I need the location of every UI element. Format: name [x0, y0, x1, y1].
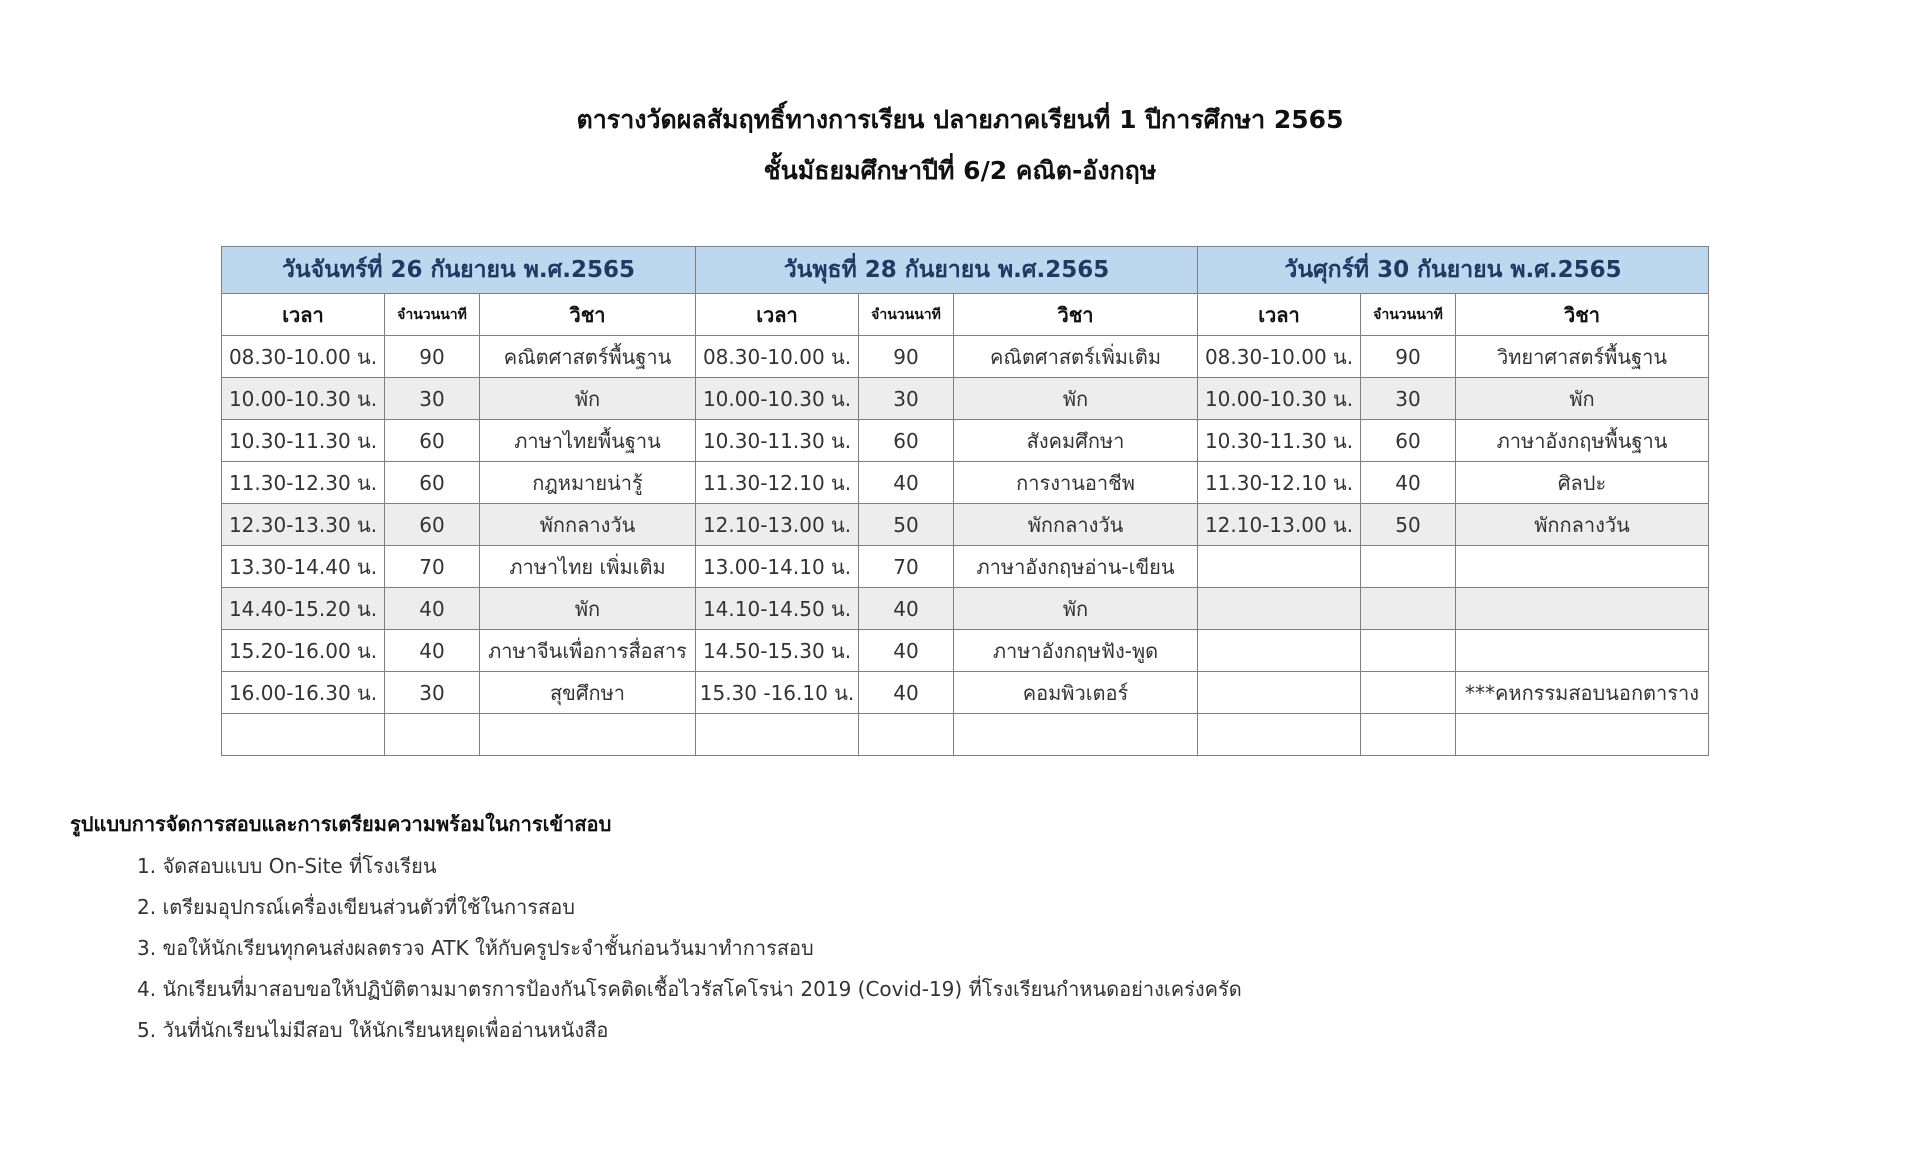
minutes-cell: 70 — [859, 546, 954, 588]
minutes-cell: 50 — [859, 504, 954, 546]
minutes-cell — [1361, 588, 1456, 630]
table-row — [222, 336, 1709, 378]
subject-cell: ภาษาไทย เพิ่มเติม — [480, 546, 696, 588]
subject-cell: การงานอาชีพ — [954, 462, 1198, 504]
column-header-subject: วิชา — [480, 294, 696, 336]
time-cell: 16.00-16.30 น. — [222, 672, 385, 714]
subject-cell — [1456, 588, 1709, 630]
subject-cell: สังคมศึกษา — [954, 420, 1198, 462]
subject-cell: พัก — [954, 588, 1198, 630]
list-item: 2. เตรียมอุปกรณ์เครื่องเขียนส่วนตัวที่ใช้ในการสอบ — [137, 895, 575, 919]
time-cell: 10.30-11.30 น. — [222, 420, 385, 462]
time-cell — [1198, 630, 1361, 672]
subject-cell: พักกลางวัน — [480, 504, 696, 546]
minutes-cell: 30 — [385, 378, 480, 420]
minutes-cell: 50 — [1361, 504, 1456, 546]
subject-cell: พัก — [480, 378, 696, 420]
table-row — [222, 462, 1709, 504]
time-cell: 10.00-10.30 น. — [222, 378, 385, 420]
subject-cell: พัก — [1456, 378, 1709, 420]
column-header-time: เวลา — [222, 294, 385, 336]
time-cell: 14.50-15.30 น. — [696, 630, 859, 672]
subject-cell: ภาษาจีนเพื่อการสื่อสาร — [480, 630, 696, 672]
minutes-cell — [1361, 714, 1456, 756]
subject-cell — [954, 714, 1198, 756]
column-header-subject: วิชา — [1456, 294, 1709, 336]
minutes-cell: 60 — [859, 420, 954, 462]
minutes-cell: 90 — [385, 336, 480, 378]
time-cell: 15.30 -16.10 น. — [696, 672, 859, 714]
minutes-cell — [1361, 672, 1456, 714]
table-row — [222, 672, 1709, 714]
subject-cell — [480, 714, 696, 756]
minutes-cell — [859, 714, 954, 756]
subject-cell: ภาษาอังกฤษอ่าน-เขียน — [954, 546, 1198, 588]
subject-cell: กฎหมายน่ารู้ — [480, 462, 696, 504]
time-cell — [1198, 546, 1361, 588]
table-row — [222, 630, 1709, 672]
minutes-cell: 60 — [385, 462, 480, 504]
time-cell: 11.30-12.30 น. — [222, 462, 385, 504]
time-cell: 11.30-12.10 น. — [1198, 462, 1361, 504]
page-title: ตารางวัดผลสัมฤทธิ์ทางการเรียน ปลายภาคเรียนที่ 1 ปีการศึกษา 2565 — [576, 105, 1344, 134]
minutes-cell: 90 — [859, 336, 954, 378]
subject-cell: พักกลางวัน — [1456, 504, 1709, 546]
subject-cell: พักกลางวัน — [954, 504, 1198, 546]
minutes-cell: 40 — [859, 672, 954, 714]
minutes-cell: 40 — [859, 588, 954, 630]
time-cell: 13.30-14.40 น. — [222, 546, 385, 588]
minutes-cell: 40 — [859, 462, 954, 504]
minutes-cell: 40 — [385, 630, 480, 672]
time-cell: 10.30-11.30 น. — [1198, 420, 1361, 462]
column-header-time: เวลา — [696, 294, 859, 336]
time-cell: 15.20-16.00 น. — [222, 630, 385, 672]
table-row — [222, 546, 1709, 588]
subject-cell: ***คหกรรมสอบนอกตาราง — [1456, 672, 1709, 714]
column-header-minutes: จำนวนนาที — [385, 294, 480, 336]
column-header-minutes: จำนวนนาที — [859, 294, 954, 336]
time-cell — [1198, 588, 1361, 630]
subject-cell — [1456, 714, 1709, 756]
minutes-cell: 70 — [385, 546, 480, 588]
subject-cell: คณิตศาสตร์เพิ่มเติม — [954, 336, 1198, 378]
time-cell: 12.10-13.00 น. — [696, 504, 859, 546]
subject-cell: สุขศึกษา — [480, 672, 696, 714]
column-header-minutes: จำนวนนาที — [1361, 294, 1456, 336]
notes-list — [137, 846, 1242, 1051]
minutes-cell: 40 — [385, 588, 480, 630]
subject-cell — [1456, 546, 1709, 588]
exam-schedule-table — [221, 246, 1709, 756]
table-row — [222, 588, 1709, 630]
day-header-monday: วันจันทร์ที่ 26 กันยายน พ.ศ.2565 — [222, 247, 696, 294]
list-item: 1. จัดสอบแบบ On-Site ที่โรงเรียน — [137, 854, 437, 878]
table-row — [222, 504, 1709, 546]
subject-cell: วิทยาศาสตร์พื้นฐาน — [1456, 336, 1709, 378]
time-cell — [222, 714, 385, 756]
subject-cell: พัก — [480, 588, 696, 630]
subject-cell: ภาษาอังกฤษพื้นฐาน — [1456, 420, 1709, 462]
list-item: 4. นักเรียนที่มาสอบขอให้ปฏิบัติตามมาตรการป้องกันโรคติดเชื้อไวรัสโคโรน่า 2019 (Covid-19) ที่โรงเรียนกำหนดอย่างเคร่งครัด — [137, 977, 1242, 1001]
table-row — [222, 378, 1709, 420]
time-cell: 10.30-11.30 น. — [696, 420, 859, 462]
time-cell — [1198, 672, 1361, 714]
minutes-cell: 60 — [385, 420, 480, 462]
time-cell: 14.40-15.20 น. — [222, 588, 385, 630]
time-cell: 11.30-12.10 น. — [696, 462, 859, 504]
minutes-cell — [1361, 546, 1456, 588]
subject-cell — [1456, 630, 1709, 672]
time-cell — [1198, 714, 1361, 756]
minutes-cell: 30 — [859, 378, 954, 420]
subject-cell: คอมพิวเตอร์ — [954, 672, 1198, 714]
time-cell: 12.30-13.30 น. — [222, 504, 385, 546]
list-item: 5. วันที่นักเรียนไม่มีสอบ ให้นักเรียนหยุดเพื่ออ่านหนังสือ — [137, 1018, 609, 1042]
minutes-cell: 30 — [1361, 378, 1456, 420]
minutes-cell: 30 — [385, 672, 480, 714]
table-row — [222, 714, 1709, 756]
time-cell — [696, 714, 859, 756]
time-cell: 10.00-10.30 น. — [1198, 378, 1361, 420]
list-item: 3. ขอให้นักเรียนทุกคนส่งผลตรวจ ATK ให้กับครูประจำชั้นก่อนวันมาทำการสอบ — [137, 936, 814, 960]
minutes-cell: 40 — [1361, 462, 1456, 504]
column-header-subject: วิชา — [954, 294, 1198, 336]
time-cell: 14.10-14.50 น. — [696, 588, 859, 630]
minutes-cell: 90 — [1361, 336, 1456, 378]
minutes-cell — [385, 714, 480, 756]
subject-cell: ภาษาไทยพื้นฐาน — [480, 420, 696, 462]
subject-cell: พัก — [954, 378, 1198, 420]
table-row — [222, 420, 1709, 462]
time-cell: 13.00-14.10 น. — [696, 546, 859, 588]
minutes-cell: 60 — [385, 504, 480, 546]
page-subtitle: ชั้นมัธยมศึกษาปีที่ 6/2 คณิต-อังกฤษ — [763, 156, 1157, 185]
minutes-cell: 60 — [1361, 420, 1456, 462]
minutes-cell — [1361, 630, 1456, 672]
time-cell: 08.30-10.00 น. — [222, 336, 385, 378]
time-cell: 12.10-13.00 น. — [1198, 504, 1361, 546]
column-header-time: เวลา — [1198, 294, 1361, 336]
time-cell: 08.30-10.00 น. — [696, 336, 859, 378]
notes-heading: รูปแบบการจัดการสอบและการเตรียมความพร้อมในการเข้าสอบ — [70, 812, 612, 836]
time-cell: 08.30-10.00 น. — [1198, 336, 1361, 378]
day-header-friday: วันศุกร์ที่ 30 กันยายน พ.ศ.2565 — [1198, 247, 1709, 294]
subject-cell: ศิลปะ — [1456, 462, 1709, 504]
subject-cell: ภาษาอังกฤษฟัง-พูด — [954, 630, 1198, 672]
minutes-cell: 40 — [859, 630, 954, 672]
subject-cell: คณิตศาสตร์พื้นฐาน — [480, 336, 696, 378]
day-header-wednesday: วันพุธที่ 28 กันยายน พ.ศ.2565 — [696, 247, 1198, 294]
time-cell: 10.00-10.30 น. — [696, 378, 859, 420]
